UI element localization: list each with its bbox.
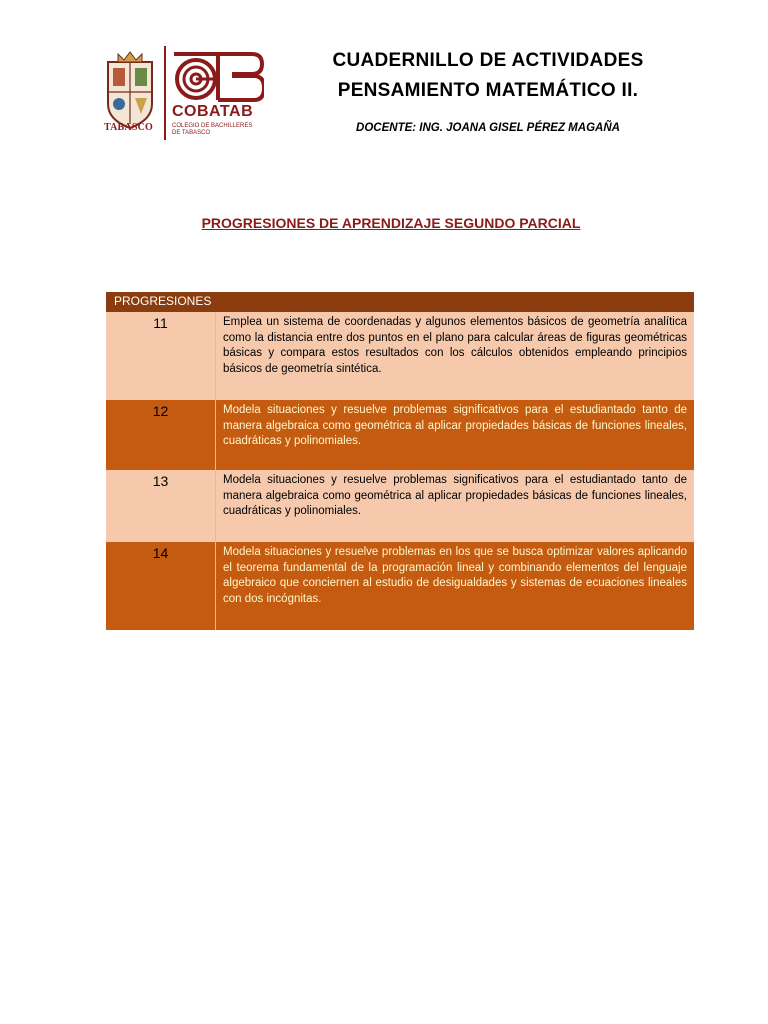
table-row [106,400,694,470]
cobatab-logo-icon [172,52,264,102]
progression-description: Modela situaciones y resuelve problemas significativos para el estudiantado tanto de manera algebraica como geométrica al aplicar propiedades básicas de funciones lineales, cuadráticas y polinomiales. [223,474,687,517]
table-row [106,542,694,630]
progression-number: 14 [106,542,216,630]
logo-divider [164,46,166,140]
table-row [106,470,694,542]
institution-subtitle-line2: DE TABASCO [172,130,211,136]
section-heading: PROGRESIONES DE APRENDIZAJE SEGUNDO PARCIAL [201,215,581,231]
table-header-label: PROGRESIONES [106,292,694,312]
progression-description: Emplea un sistema de coordenadas y algunos elementos básicos de geometría analítica como la distancia entre dos puntos en el plano para calcular áreas de figuras geométricas básicas y compara estos resultados con los cálculos obtenidos empleando principios básicos de geometría sintética. [223,316,687,375]
institution-subtitle [172,123,272,137]
progression-description: Modela situaciones y resuelve problemas en los que se busca optimizar valores aplicando el teorema fundamental de la programación lineal y combinando elementos del lenguaje algebraico que conciernen al estudio de desigualdades y sistemas de ecuaciones lineales con dos incógnitas. [223,546,687,605]
institution-subtitle-line1: COLEGIO DE BACHILLERES [172,123,253,129]
progression-description: Modela situaciones y resuelve problemas significativos para el estudiantado tanto de manera algebraica como geométrica al aplicar propiedades básicas de funciones lineales, cuadráticas y polinomiales. [223,404,687,447]
state-name-label: TABASCO [104,122,154,133]
table-header-row [106,292,694,312]
progression-number: 12 [106,400,216,470]
progressions-table [106,292,694,630]
institution-name: COBATAB [172,103,254,120]
teacher-name: DOCENTE: ING. JOANA GISEL PÉREZ MAGAÑA [356,122,620,134]
document-title-line1: CUADERNILLO DE ACTIVIDADES [332,50,644,71]
table-row [106,312,694,400]
progression-number: 11 [106,312,216,400]
progression-number: 13 [106,470,216,542]
document-title-line2: PENSAMIENTO MATEMÁTICO II. [337,80,639,101]
tabasco-coat-of-arms-icon [104,48,156,132]
header-logos [104,44,274,144]
